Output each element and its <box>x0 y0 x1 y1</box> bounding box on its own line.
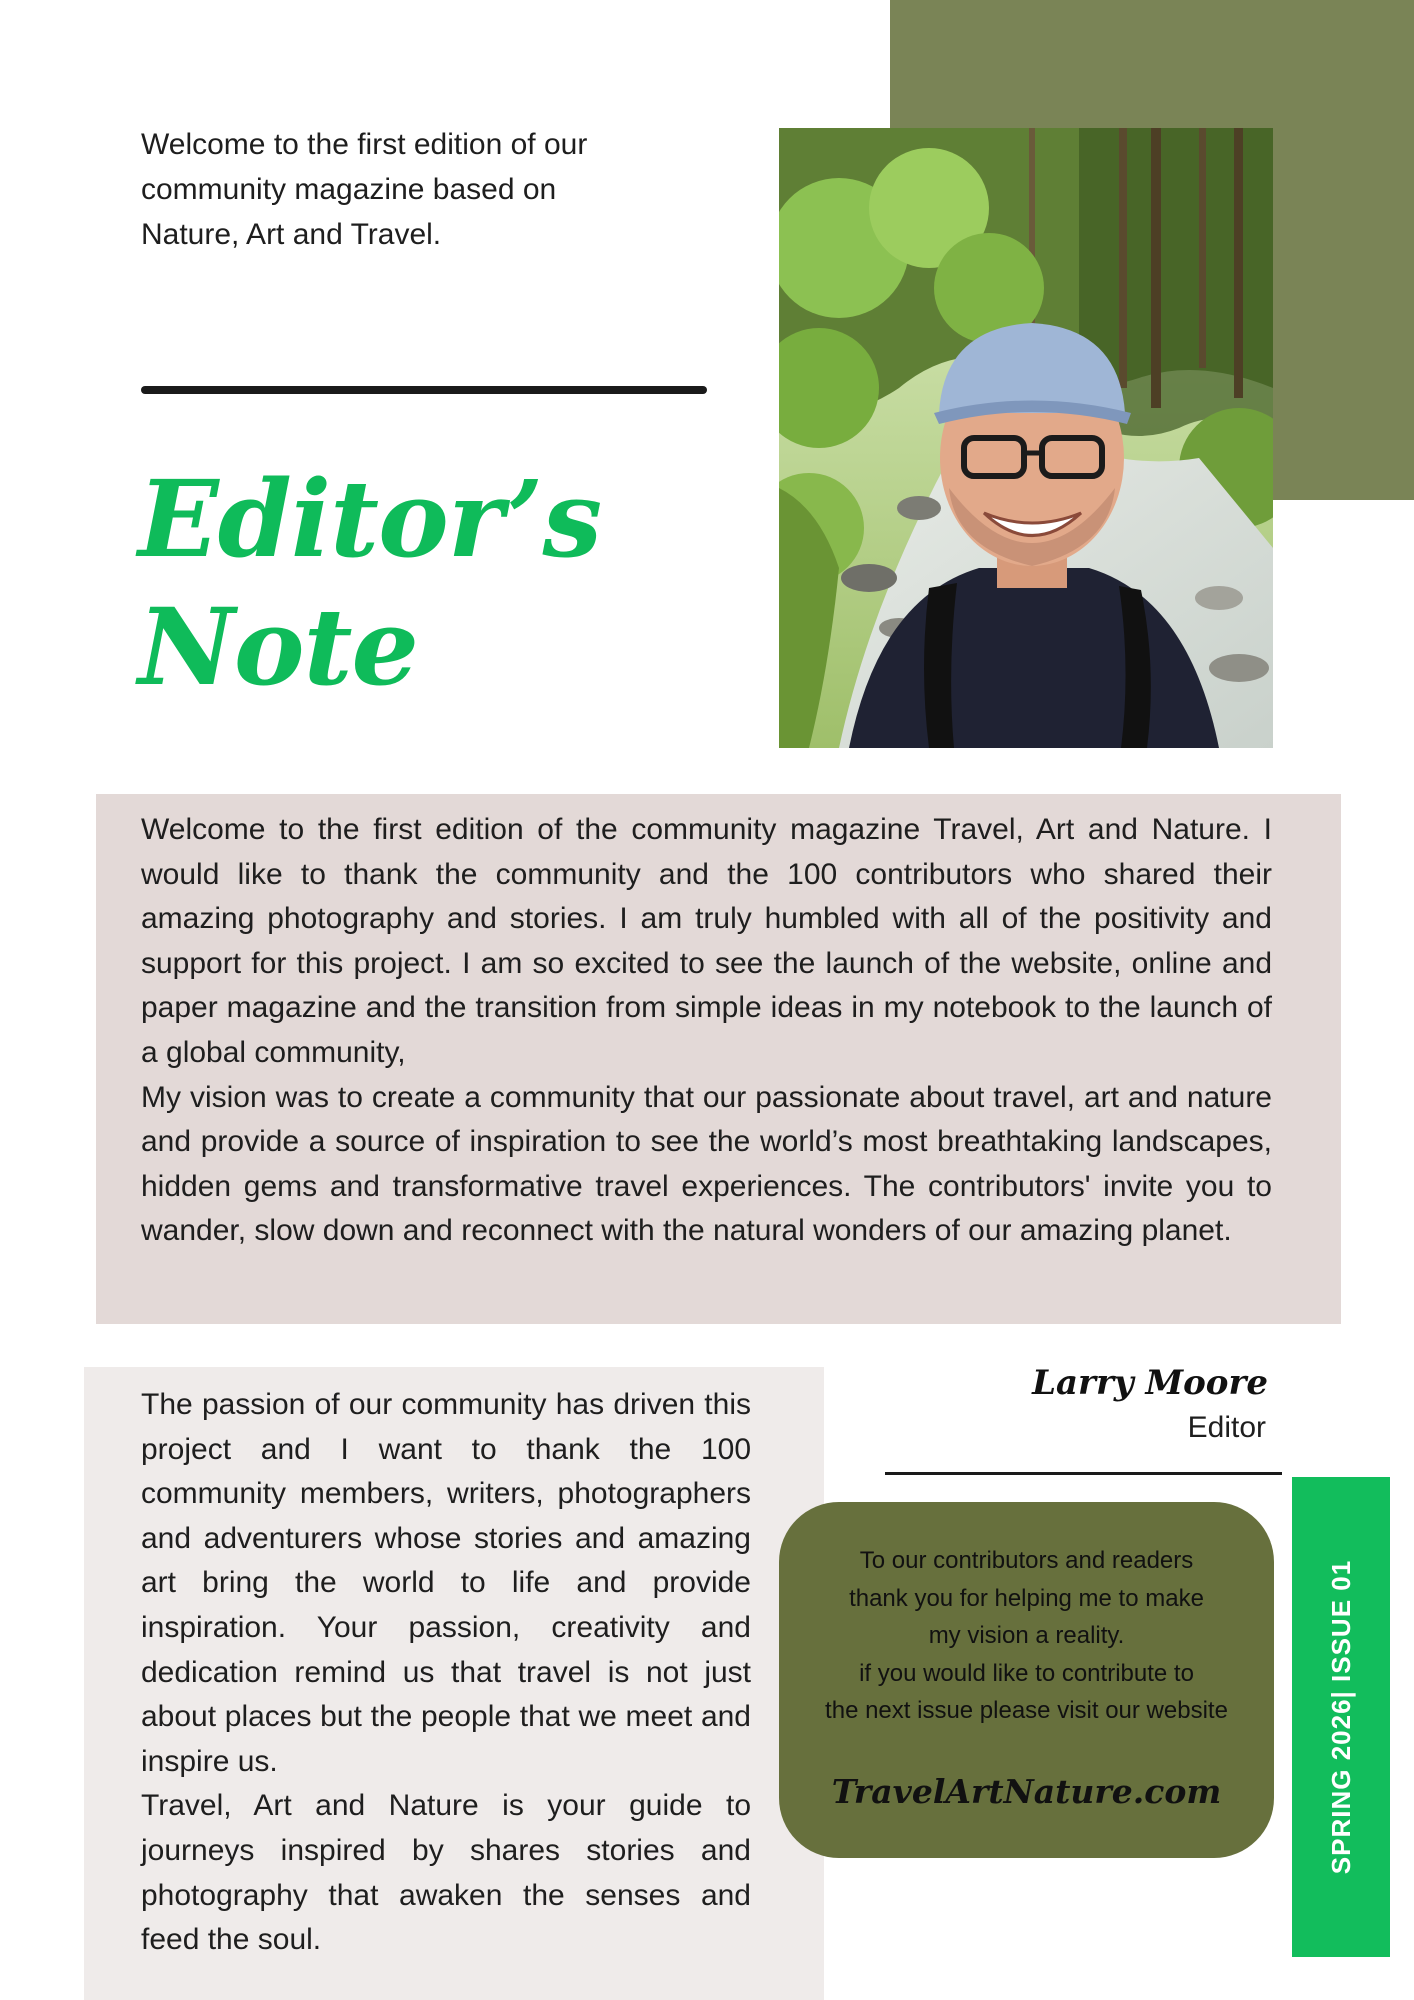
editor-photo <box>779 128 1273 748</box>
lower-paragraph: Travel, Art and Nature is your guide to journeys inspired by shares stories and photography that awaken the senses and feed the soul. <box>141 1789 751 1957</box>
title-divider <box>141 386 707 394</box>
signature-role: Editor <box>1187 1411 1266 1444</box>
thanks-line: To our contributors and readers <box>859 1547 1194 1574</box>
intro-line: Nature, Art and Travel. <box>141 218 442 251</box>
signature-divider <box>885 1472 1282 1475</box>
main-paragraph: My vision was to create a community that our passionate about travel, art and nature and provide a source of inspiration to see the world’s most breathtaking landscapes, hidden gems and transformative travel experiences. The contributors' invite you to wander, slow down and reconnect with the natural wonders of our amazing planet. <box>141 1080 1272 1248</box>
thanks-line: thank you for helping me to make <box>849 1584 1204 1612</box>
main-paragraph: Welcome to the first edition of the community magazine Travel, Art and Nature. I would like to thank the community and the 100 contributors who shared their amazing photography and stories. I am truly humbled with all of the positivity and support for this project. I am so excited to see the launch of the website, online and paper magazine and the transition from simple ideas in my notebook to the launch of a global community, <box>141 813 1272 1069</box>
title-line-2: Note <box>138 584 418 709</box>
main-note-text <box>141 808 1272 1254</box>
website-link[interactable]: TravelArtNature.com <box>831 1772 1222 1811</box>
intro-text <box>141 122 701 257</box>
signature-name: Larry Moore <box>1032 1363 1268 1403</box>
intro-line: Welcome to the first edition of our <box>141 128 588 161</box>
lower-note-text <box>141 1383 751 1963</box>
thanks-line: the next issue please visit our website <box>825 1697 1228 1724</box>
thanks-line: my vision a reality. <box>928 1622 1125 1649</box>
title-line-1: Editor’s <box>138 456 602 581</box>
page-title <box>138 455 758 711</box>
lower-paragraph: The passion of our community has driven this project and I want to thank the 100 community members, writers, photographers and adventurers whose stories and amazing art bring the world to life and provide inspiration. Your passion, creativity and dedication remind us that travel is not just about places but the people that we meet and inspire us. <box>141 1388 751 1778</box>
intro-line: community magazine based on <box>141 173 557 206</box>
issue-label: SPRING 2026| ISSUE 01 <box>1325 1559 1356 1875</box>
thanks-line: if you would like to contribute to <box>859 1659 1194 1687</box>
thanks-text <box>779 1542 1274 1730</box>
